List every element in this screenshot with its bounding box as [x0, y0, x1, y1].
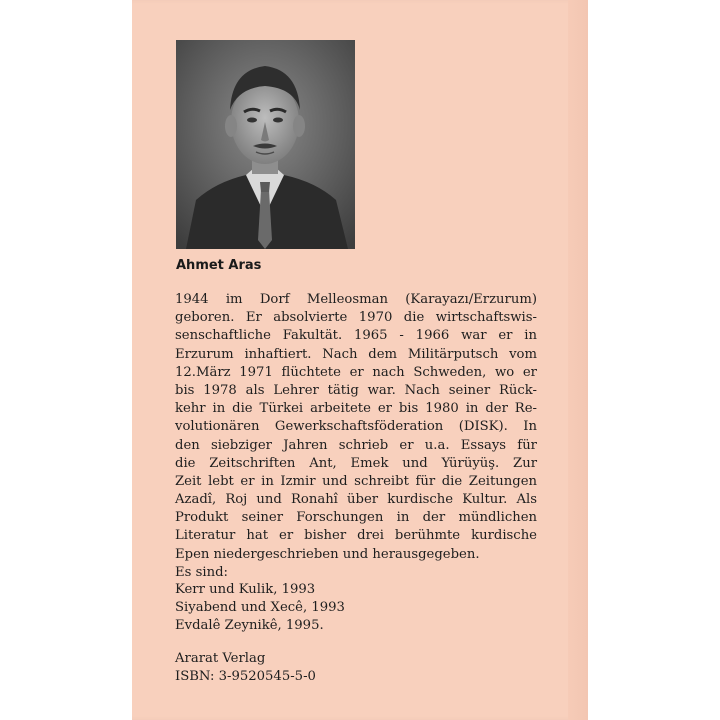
work-item: Siyabend und Xecê, 1993 — [175, 600, 345, 616]
biography-line: volutionären Gewerkschaftsföderation (DISK). In — [175, 419, 537, 435]
biography-line: den siebziger Jahren schrieb er u.a. Essays für — [175, 437, 537, 453]
biography-line: Literatur hat er bisher drei berühmte kurdische — [175, 528, 537, 544]
biography-line: Es sind: — [175, 564, 228, 580]
publisher-name: Ararat Verlag — [175, 651, 266, 666]
biography-line: Produkt seiner Forschungen in der mündlichen — [175, 510, 537, 526]
biography-line: Epen niedergeschrieben und herausgegeben. — [175, 546, 480, 562]
biography-line: geboren. Er absolvierte 1970 die wirtschaftswis- — [175, 310, 537, 326]
author-biography — [175, 291, 537, 582]
biography-line: bis 1978 als Lehrer tätig war. Nach seiner Rück- — [175, 382, 537, 398]
biography-line: kehr in die Türkei arbeitete er bis 1980 in der Re- — [175, 401, 537, 417]
biography-line: die Zeitschriften Ant, Emek und Yürüyüş. Zur — [175, 455, 537, 471]
author-name: Ahmet Aras — [176, 258, 262, 273]
publisher-info — [175, 650, 316, 686]
work-item: Evdalê Zeynikê, 1995. — [175, 618, 324, 634]
isbn: ISBN: 3-9520545-5-0 — [175, 669, 316, 685]
works-list — [175, 581, 345, 636]
biography-line: 12.März 1971 flüchtete er nach Schweden, wo er — [175, 364, 537, 380]
work-item: Kerr und Kulik, 1993 — [175, 582, 316, 597]
author-portrait-photo — [176, 40, 355, 249]
cover-edge — [568, 0, 588, 720]
biography-line: Erzurum inhaftiert. Nach dem Militärputsch vom — [175, 346, 537, 362]
biography-line: Zeit lebt er in Izmir und schreibt für die Zeitungen — [175, 473, 537, 489]
biography-line: Azadî, Roj und Ronahî über kurdische Kultur. Als — [175, 492, 537, 508]
biography-line: senschaftliche Fakultät. 1965 - 1966 war er in — [175, 328, 537, 344]
biography-line: 1944 im Dorf Melleosman (Karayazı/Erzurum) — [175, 292, 537, 307]
